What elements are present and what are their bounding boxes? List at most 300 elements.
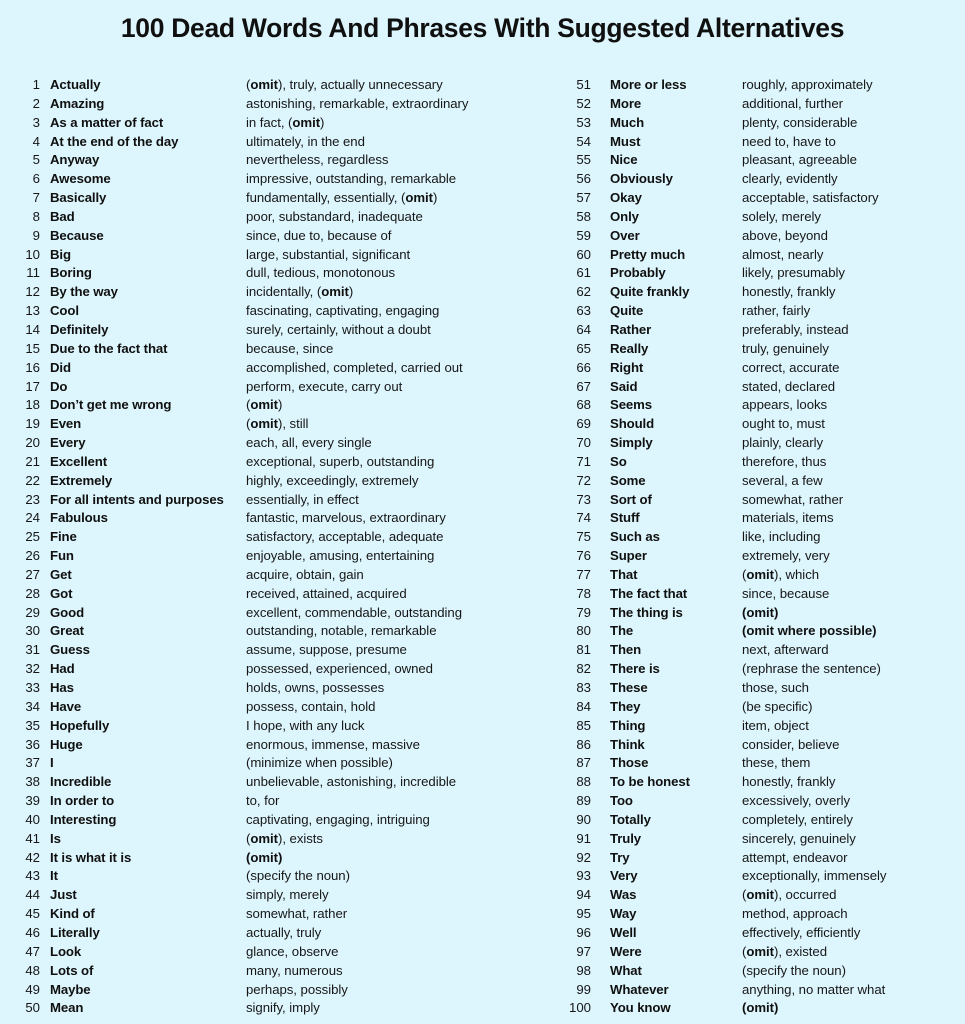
dead-word-term: Just <box>50 887 77 903</box>
dead-word-term: These <box>610 680 648 695</box>
dead-word-term: Nice <box>610 152 638 168</box>
dead-word-term: Huge <box>50 736 83 752</box>
suggested-alternatives: pleasant, agreeable <box>742 152 857 168</box>
row-number: 34 <box>25 698 40 714</box>
word-row <box>0 585 548 604</box>
suggested-alternatives: fantastic, marvelous, extraordinary <box>246 510 446 526</box>
row-number: 37 <box>25 755 40 771</box>
word-list-column-right <box>548 76 965 1018</box>
dead-word-term: Amazing <box>50 95 105 111</box>
suggested-alternatives: (omit), still <box>246 416 309 432</box>
word-row <box>0 754 548 773</box>
row-number: 28 <box>25 585 40 601</box>
word-row <box>548 114 965 133</box>
dead-word-term: Got <box>50 585 73 601</box>
word-row <box>0 622 548 641</box>
suggested-alternatives: (omit) <box>742 604 779 620</box>
dead-word-term: That <box>610 566 638 582</box>
word-row <box>548 830 965 849</box>
word-row <box>0 736 548 755</box>
suggested-alternatives: plenty, considerable <box>742 114 858 130</box>
dead-word-term: Actually <box>50 77 101 92</box>
row-number: 11 <box>26 265 40 281</box>
row-number: 57 <box>576 190 591 206</box>
suggested-alternatives: additional, further <box>742 95 843 111</box>
row-number: 32 <box>25 661 40 677</box>
word-row <box>548 208 965 227</box>
suggested-alternatives: actually, truly <box>246 924 322 940</box>
word-row <box>0 660 548 679</box>
suggested-alternatives: many, numerous <box>246 962 343 978</box>
suggested-alternatives: I hope, with any luck <box>246 717 365 733</box>
suggested-alternatives: acceptable, satisfactory <box>742 190 879 206</box>
dead-word-term: Very <box>610 868 638 884</box>
row-number: 73 <box>576 491 591 507</box>
suggested-alternatives: captivating, engaging, intriguing <box>246 811 430 827</box>
row-number: 40 <box>25 811 40 827</box>
dead-word-term: What <box>610 962 642 978</box>
dead-word-term: Mean <box>50 1000 84 1016</box>
dead-word-term: Had <box>50 661 75 677</box>
row-number: 10 <box>25 246 40 262</box>
row-number: 99 <box>576 981 591 997</box>
row-number: 93 <box>576 868 591 884</box>
word-row <box>548 95 965 114</box>
row-number: 91 <box>576 830 591 846</box>
word-row <box>0 189 548 208</box>
word-row <box>548 981 965 1000</box>
dead-word-term: Were <box>610 943 642 959</box>
suggested-alternatives: (omit), truly, actually unnecessary <box>246 77 443 92</box>
row-number: 64 <box>576 321 591 337</box>
dead-word-term: Probably <box>610 265 666 281</box>
word-row <box>0 849 548 868</box>
row-number: 59 <box>576 227 591 243</box>
suggested-alternatives: exceptionally, immensely <box>742 868 887 884</box>
word-row <box>0 811 548 830</box>
row-number: 50 <box>25 1000 40 1016</box>
row-number: 100 <box>568 1000 591 1016</box>
row-number: 25 <box>25 529 40 545</box>
suggested-alternatives: each, all, every single <box>246 435 372 451</box>
row-number: 72 <box>576 472 591 488</box>
word-row <box>548 717 965 736</box>
word-row <box>0 246 548 265</box>
suggested-alternatives: to, for <box>246 793 280 809</box>
row-number: 61 <box>576 265 591 281</box>
word-row <box>548 528 965 547</box>
dead-word-term: Simply <box>610 435 653 451</box>
word-row <box>0 114 548 133</box>
word-row <box>548 76 965 95</box>
suggested-alternatives: truly, genuinely <box>742 340 829 356</box>
suggested-alternatives: glance, observe <box>246 943 339 959</box>
dead-word-term: Okay <box>610 190 642 206</box>
suggested-alternatives: like, including <box>742 529 821 545</box>
row-number: 79 <box>576 604 591 620</box>
word-row <box>0 547 548 566</box>
suggested-alternatives: possess, contain, hold <box>246 698 376 714</box>
suggested-alternatives: satisfactory, acceptable, adequate <box>246 529 444 545</box>
suggested-alternatives: dull, tedious, monotonous <box>246 265 396 281</box>
suggested-alternatives: (omit where possible) <box>742 623 877 639</box>
suggested-alternatives: signify, imply <box>246 1000 320 1016</box>
suggested-alternatives: fascinating, captivating, engaging <box>246 303 440 319</box>
row-number: 13 <box>25 303 40 319</box>
suggested-alternatives: unbelievable, astonishing, incredible <box>246 774 457 790</box>
row-number: 5 <box>32 152 40 168</box>
word-row <box>548 792 965 811</box>
word-row <box>0 264 548 283</box>
word-row <box>0 133 548 152</box>
dead-word-term: Anyway <box>50 152 100 168</box>
suggested-alternatives: (omit), exists <box>246 830 323 846</box>
dead-word-term: Even <box>50 416 82 432</box>
row-number: 76 <box>576 548 591 564</box>
suggested-alternatives: simply, merely <box>246 887 329 903</box>
word-row <box>0 999 548 1018</box>
suggested-alternatives: effectively, efficiently <box>742 924 861 940</box>
row-number: 20 <box>25 435 40 451</box>
dead-word-term: Over <box>610 227 640 243</box>
word-list-columns <box>0 76 965 1018</box>
suggested-alternatives: nevertheless, regardless <box>246 152 389 168</box>
suggested-alternatives: completely, entirely <box>742 811 853 827</box>
dead-word-term: Such as <box>610 529 660 545</box>
row-number: 29 <box>25 604 40 620</box>
dead-word-term: Right <box>610 359 644 375</box>
suggested-alternatives: preferably, instead <box>742 321 849 337</box>
row-number: 92 <box>576 849 591 865</box>
row-number: 77 <box>576 566 591 582</box>
dead-word-term: Fabulous <box>50 510 108 526</box>
suggested-alternatives: consider, believe <box>742 736 840 752</box>
dead-word-term: Boring <box>50 265 92 281</box>
suggested-alternatives: several, a few <box>742 472 823 488</box>
dead-word-term: Think <box>610 736 645 752</box>
suggested-alternatives: enjoyable, amusing, entertaining <box>246 548 435 564</box>
word-list-column-left <box>0 76 548 1018</box>
row-number: 27 <box>25 566 40 582</box>
word-row <box>548 151 965 170</box>
word-row <box>548 283 965 302</box>
word-row <box>0 528 548 547</box>
word-row <box>548 509 965 528</box>
dead-word-term: Too <box>610 793 633 809</box>
row-number: 8 <box>32 208 40 224</box>
word-row <box>0 566 548 585</box>
row-number: 31 <box>25 642 40 658</box>
dead-word-term: I <box>50 755 54 771</box>
row-number: 80 <box>576 623 591 639</box>
word-row <box>0 359 548 378</box>
suggested-alternatives: (be specific) <box>742 698 813 714</box>
word-row <box>548 773 965 792</box>
row-number: 78 <box>576 585 591 601</box>
row-number: 51 <box>576 77 591 92</box>
dead-word-term: Rather <box>610 321 652 337</box>
suggested-alternatives: perform, execute, carry out <box>246 378 403 394</box>
row-number: 16 <box>25 359 40 375</box>
suggested-alternatives: accomplished, completed, carried out <box>246 359 463 375</box>
row-number: 22 <box>25 472 40 488</box>
dead-word-term: Pretty much <box>610 246 686 262</box>
row-number: 90 <box>576 811 591 827</box>
word-row <box>0 717 548 736</box>
dead-word-term: Excellent <box>50 453 108 469</box>
dead-word-term: Stuff <box>610 510 640 526</box>
word-row <box>0 867 548 886</box>
word-row <box>548 679 965 698</box>
row-number: 87 <box>576 755 591 771</box>
row-number: 41 <box>25 830 40 846</box>
row-number: 55 <box>576 152 591 168</box>
dead-word-term: Well <box>610 924 637 940</box>
dead-word-term: Bad <box>50 208 75 224</box>
row-number: 1 <box>32 77 40 92</box>
dead-word-term: Only <box>610 208 639 224</box>
suggested-alternatives: honestly, frankly <box>742 774 836 790</box>
suggested-alternatives: (minimize when possible) <box>246 755 393 771</box>
row-number: 18 <box>25 397 40 413</box>
word-row <box>0 95 548 114</box>
dead-word-term: Cool <box>50 303 79 319</box>
word-row <box>548 660 965 679</box>
suggested-alternatives: because, since <box>246 340 334 356</box>
dead-word-term: They <box>610 698 641 714</box>
word-row <box>548 264 965 283</box>
dead-word-term: Have <box>50 698 82 714</box>
word-row <box>0 208 548 227</box>
suggested-alternatives: poor, substandard, inadequate <box>246 208 423 224</box>
row-number: 33 <box>25 680 40 695</box>
word-row <box>0 962 548 981</box>
suggested-alternatives: therefore, thus <box>742 453 827 469</box>
suggested-alternatives: highly, exceedingly, extremely <box>246 472 419 488</box>
row-number: 44 <box>25 887 40 903</box>
word-row <box>0 340 548 359</box>
dead-word-term: Definitely <box>50 321 109 337</box>
dead-word-term: Some <box>610 472 646 488</box>
word-row <box>548 962 965 981</box>
word-row <box>548 604 965 623</box>
word-row <box>548 698 965 717</box>
dead-word-term: You know <box>610 1000 671 1016</box>
suggested-alternatives: received, attained, acquired <box>246 585 407 601</box>
row-number: 42 <box>25 849 40 865</box>
suggested-alternatives: (omit), existed <box>742 943 827 959</box>
suggested-alternatives: these, them <box>742 755 811 771</box>
word-row <box>548 811 965 830</box>
suggested-alternatives: next, afterward <box>742 642 829 658</box>
word-row <box>548 886 965 905</box>
suggested-alternatives: roughly, approximately <box>742 77 873 92</box>
dead-word-term: By the way <box>50 284 118 300</box>
row-number: 54 <box>576 133 591 149</box>
row-number: 62 <box>576 284 591 300</box>
word-row <box>0 924 548 943</box>
row-number: 84 <box>576 698 591 714</box>
dead-word-term: Maybe <box>50 981 91 997</box>
suggested-alternatives: surely, certainly, without a doubt <box>246 321 431 337</box>
word-row <box>548 472 965 491</box>
word-row <box>548 547 965 566</box>
row-number: 38 <box>25 774 40 790</box>
dead-word-term: Lots of <box>50 962 94 978</box>
word-row <box>0 415 548 434</box>
row-number: 26 <box>25 548 40 564</box>
suggested-alternatives: large, substantial, significant <box>246 246 411 262</box>
word-row <box>548 867 965 886</box>
dead-word-term: In order to <box>50 793 115 809</box>
word-row <box>0 886 548 905</box>
dead-word-term: Due to the fact that <box>50 340 168 356</box>
suggested-alternatives: since, because <box>742 585 830 601</box>
row-number: 43 <box>25 868 40 884</box>
dead-word-term: The thing is <box>610 604 683 620</box>
suggested-alternatives: assume, suppose, presume <box>246 642 407 658</box>
dead-word-term: Don’t get me wrong <box>50 397 172 413</box>
word-row <box>0 679 548 698</box>
row-number: 45 <box>25 906 40 922</box>
row-number: 81 <box>576 642 591 658</box>
suggested-alternatives: need to, have to <box>742 133 836 149</box>
dead-word-term: Really <box>610 340 649 356</box>
suggested-alternatives: ought to, must <box>742 416 825 432</box>
suggested-alternatives: perhaps, possibly <box>246 981 348 997</box>
word-row <box>548 491 965 510</box>
dead-word-term: Said <box>610 378 638 394</box>
dead-word-term: Big <box>50 246 71 262</box>
dead-word-term: There is <box>610 661 660 677</box>
row-number: 53 <box>576 114 591 130</box>
word-row <box>0 773 548 792</box>
dead-word-term: Obviously <box>610 171 673 187</box>
dead-word-term: Must <box>610 133 641 149</box>
row-number: 19 <box>25 416 40 432</box>
word-row <box>0 170 548 189</box>
dead-word-term: Did <box>50 359 71 375</box>
dead-word-term: Fine <box>50 529 77 545</box>
word-row <box>548 622 965 641</box>
suggested-alternatives: (specify the noun) <box>742 962 846 978</box>
row-number: 68 <box>576 397 591 413</box>
row-number: 96 <box>576 924 591 940</box>
dead-word-term: Fun <box>50 548 74 564</box>
dead-word-term: Try <box>610 849 630 865</box>
word-row <box>0 604 548 623</box>
row-number: 75 <box>576 529 591 545</box>
suggested-alternatives: (specify the noun) <box>246 868 350 884</box>
word-row <box>0 509 548 528</box>
word-row <box>0 396 548 415</box>
word-row <box>0 76 548 95</box>
dead-word-term: Every <box>50 435 86 451</box>
dead-word-term: Has <box>50 680 74 695</box>
dead-word-term: Hopefully <box>50 717 110 733</box>
suggested-alternatives: (omit) <box>742 1000 779 1016</box>
word-row <box>0 981 548 1000</box>
dead-word-term: Quite <box>610 303 644 319</box>
word-row <box>548 133 965 152</box>
word-row <box>548 754 965 773</box>
dead-word-term: To be honest <box>610 774 690 790</box>
row-number: 23 <box>25 491 40 507</box>
row-number: 15 <box>25 340 40 356</box>
dead-word-term: Way <box>610 906 637 922</box>
word-row <box>0 472 548 491</box>
row-number: 48 <box>25 962 40 978</box>
dead-word-term: Literally <box>50 924 100 940</box>
suggested-alternatives: incidentally, (omit) <box>246 284 354 300</box>
word-row <box>548 585 965 604</box>
suggested-alternatives: solely, merely <box>742 208 821 224</box>
suggested-alternatives: plainly, clearly <box>742 435 824 451</box>
dead-word-term: Get <box>50 566 72 582</box>
word-row <box>548 170 965 189</box>
dead-word-term: Then <box>610 642 642 658</box>
dead-word-term: Because <box>50 227 104 243</box>
word-row <box>548 566 965 585</box>
dead-word-term: More <box>610 95 642 111</box>
word-row <box>548 189 965 208</box>
row-number: 9 <box>32 227 40 243</box>
row-number: 88 <box>576 774 591 790</box>
dead-word-term: Is <box>50 830 61 846</box>
suggested-alternatives: sincerely, genuinely <box>742 830 856 846</box>
dead-word-term: Kind of <box>50 906 95 922</box>
dead-word-term: Those <box>610 755 649 771</box>
row-number: 49 <box>25 981 40 997</box>
suggested-alternatives: extremely, very <box>742 548 830 564</box>
row-number: 46 <box>25 924 40 940</box>
word-row <box>0 434 548 453</box>
word-row <box>548 434 965 453</box>
row-number: 4 <box>32 133 40 149</box>
row-number: 24 <box>25 510 40 526</box>
suggested-alternatives: (rephrase the sentence) <box>742 661 881 677</box>
word-row <box>0 227 548 246</box>
word-row <box>548 415 965 434</box>
dead-word-term: Guess <box>50 642 90 658</box>
row-number: 60 <box>576 246 591 262</box>
suggested-alternatives: item, object <box>742 717 809 733</box>
row-number: 82 <box>576 661 591 677</box>
suggested-alternatives: appears, looks <box>742 397 828 413</box>
suggested-alternatives: impressive, outstanding, remarkable <box>246 171 457 187</box>
word-row <box>0 491 548 510</box>
suggested-alternatives: exceptional, superb, outstanding <box>246 453 435 469</box>
dead-word-term: The <box>610 623 634 639</box>
word-row <box>548 453 965 472</box>
suggested-alternatives: likely, presumably <box>742 265 845 281</box>
suggested-alternatives: (omit) <box>246 849 283 865</box>
suggested-alternatives: in fact, (omit) <box>246 114 325 130</box>
word-row <box>548 246 965 265</box>
word-row <box>548 999 965 1018</box>
suggested-alternatives: fundamentally, essentially, (omit) <box>246 190 438 206</box>
row-number: 97 <box>576 943 591 959</box>
dead-word-term: Should <box>610 416 655 432</box>
suggested-alternatives: materials, items <box>742 510 834 526</box>
row-number: 94 <box>576 887 591 903</box>
row-number: 7 <box>32 190 40 206</box>
dead-word-term: Interesting <box>50 811 117 827</box>
suggested-alternatives: those, such <box>742 680 809 695</box>
suggested-alternatives: holds, owns, possesses <box>246 680 385 695</box>
dead-word-term: It is what it is <box>50 849 132 865</box>
page-title: 100 Dead Words And Phrases With Suggested Alternatives <box>120 13 845 43</box>
